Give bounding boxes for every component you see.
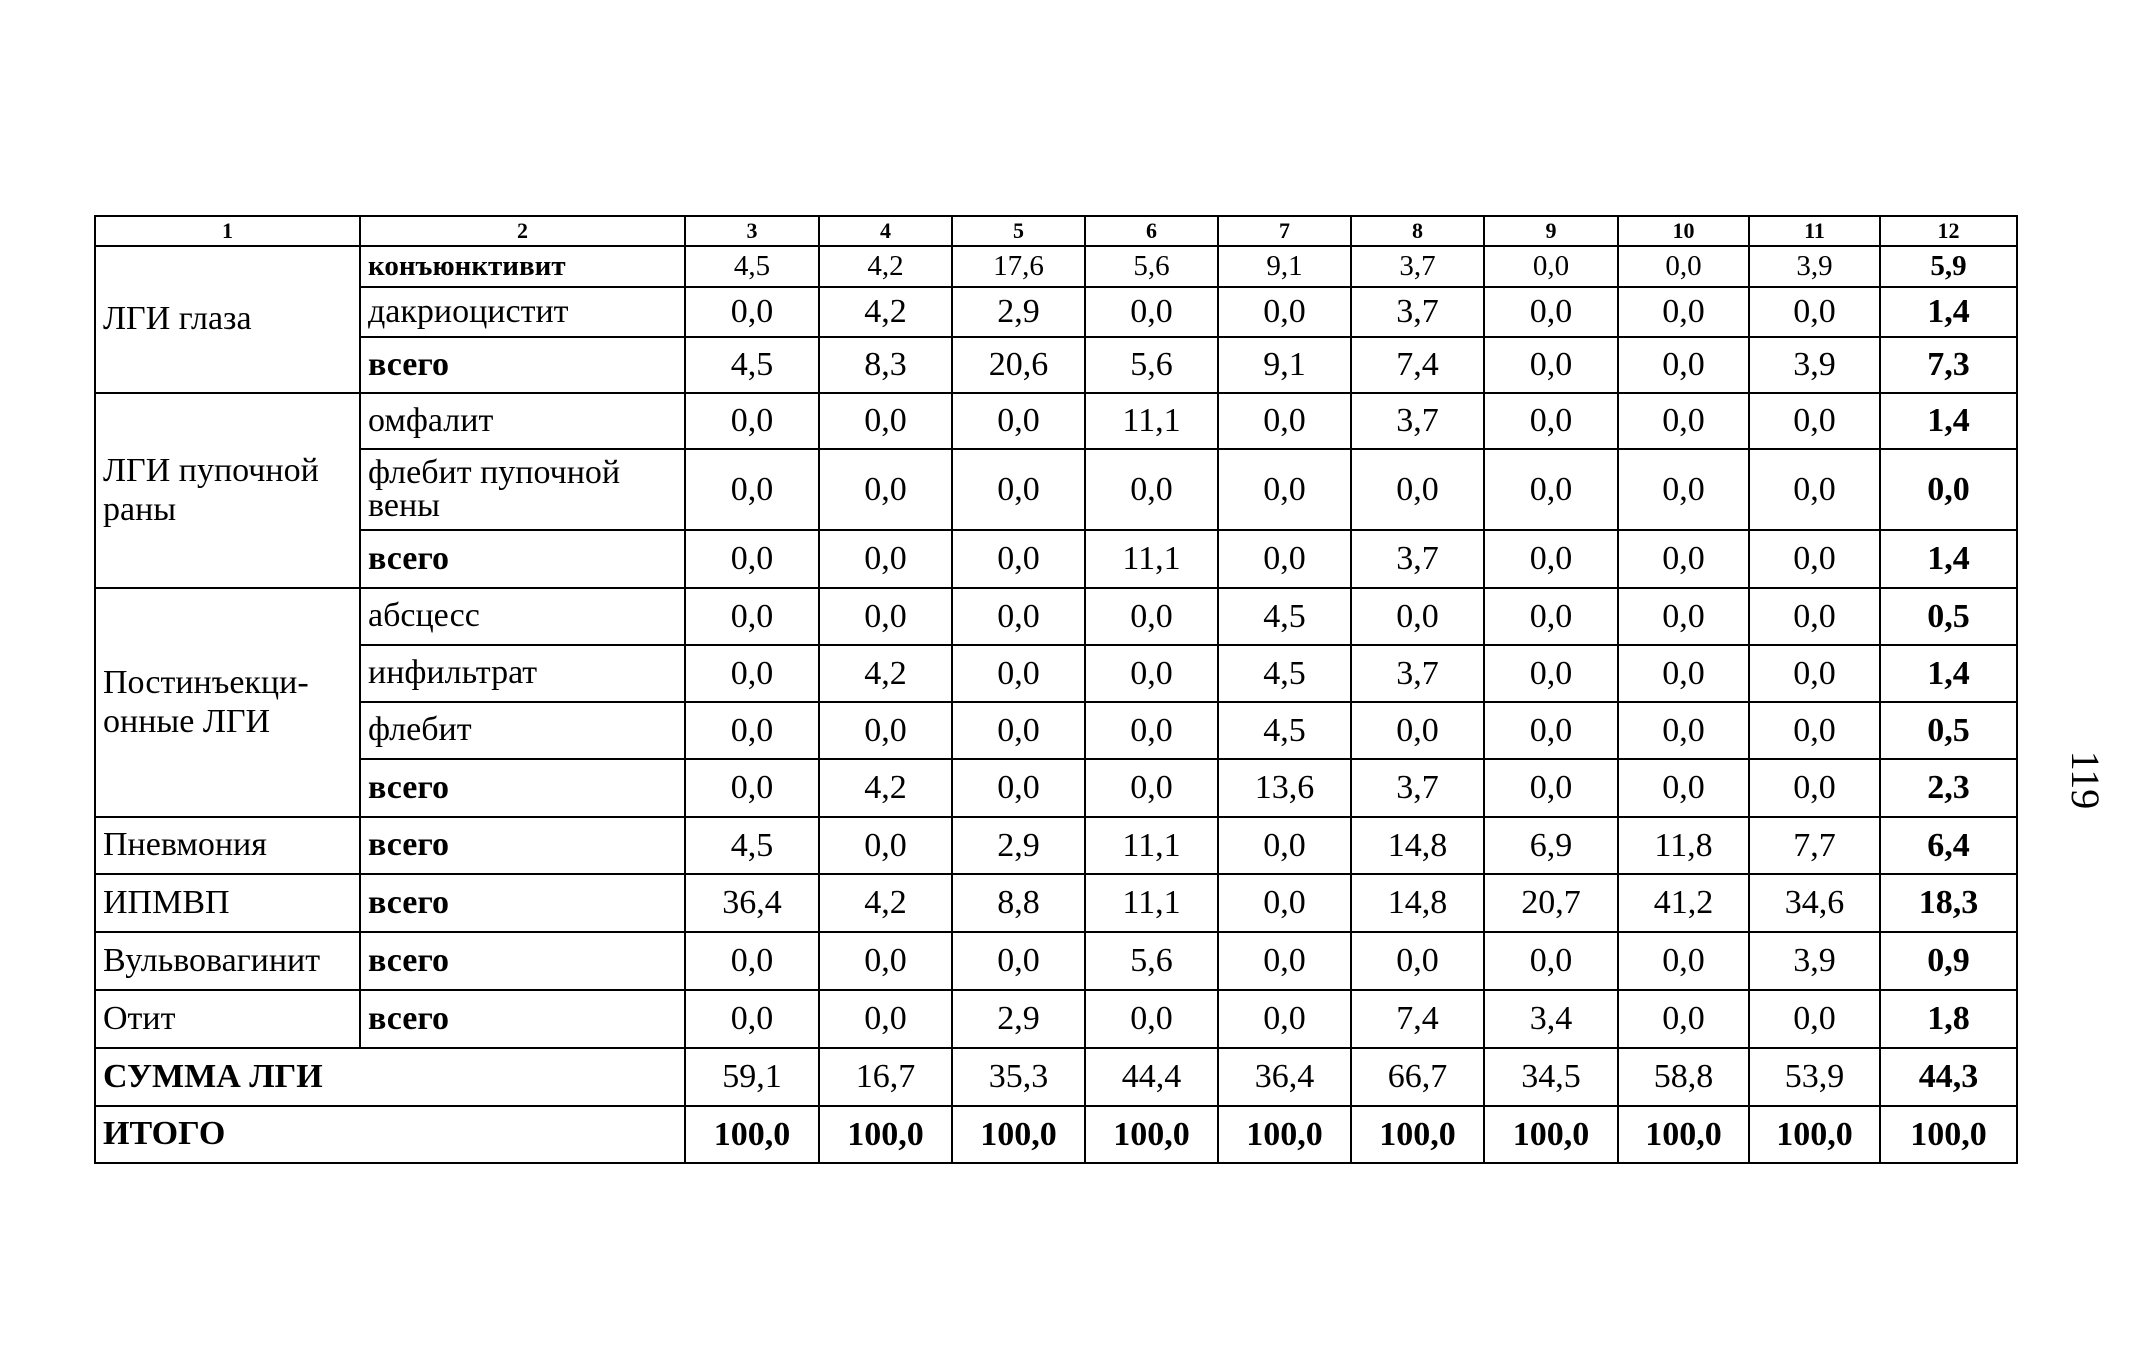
- category-cell: Пневмония: [95, 817, 360, 874]
- value-cell: 0,0: [1618, 393, 1749, 449]
- column-number: 12: [1880, 216, 2017, 246]
- value-cell: 53,9: [1749, 1048, 1880, 1106]
- value-cell: 0,0: [819, 932, 952, 990]
- table-row: [95, 588, 2017, 645]
- value-cell: 3,7: [1351, 287, 1484, 337]
- value-cell: 6,4: [1880, 817, 2017, 874]
- value-cell: 100,0: [952, 1106, 1085, 1163]
- value-cell: 18,3: [1880, 874, 2017, 932]
- value-cell: 0,0: [819, 702, 952, 759]
- value-cell: 11,8: [1618, 817, 1749, 874]
- value-cell: 0,0: [1218, 990, 1351, 1048]
- value-cell: 0,0: [952, 645, 1085, 702]
- value-cell: 4,5: [1218, 588, 1351, 645]
- subcategory-cell: всего: [360, 817, 685, 874]
- value-cell: 6,9: [1484, 817, 1618, 874]
- subcategory-cell: инфильтрат: [360, 645, 685, 702]
- value-cell: 0,0: [1749, 645, 1880, 702]
- value-cell: 14,8: [1351, 874, 1484, 932]
- value-cell: 3,4: [1484, 990, 1618, 1048]
- value-cell: 36,4: [685, 874, 819, 932]
- value-cell: 11,1: [1085, 874, 1218, 932]
- column-number: 9: [1484, 216, 1618, 246]
- subcategory-cell: флебит пупочной вены: [360, 449, 685, 530]
- value-cell: 0,0: [819, 817, 952, 874]
- value-cell: 7,7: [1749, 817, 1880, 874]
- value-cell: 0,0: [1618, 932, 1749, 990]
- total-label: ИТОГО: [95, 1106, 685, 1163]
- value-cell: 3,7: [1351, 530, 1484, 588]
- value-cell: 0,0: [1484, 393, 1618, 449]
- table-row: [95, 246, 2017, 287]
- value-cell: 0,0: [685, 932, 819, 990]
- value-cell: 5,6: [1085, 337, 1218, 393]
- column-number: 7: [1218, 216, 1351, 246]
- value-cell: 0,9: [1880, 932, 2017, 990]
- summary-label: СУММА ЛГИ: [95, 1048, 685, 1106]
- column-number: 1: [95, 216, 360, 246]
- table-row: [95, 645, 2017, 702]
- table-row: [95, 337, 2017, 393]
- table-row: [95, 449, 2017, 530]
- table-row: [95, 702, 2017, 759]
- value-cell: 4,5: [685, 246, 819, 287]
- value-cell: 7,4: [1351, 990, 1484, 1048]
- page-number: 119: [2063, 750, 2108, 810]
- value-cell: 0,0: [1618, 702, 1749, 759]
- value-cell: 0,0: [685, 449, 819, 530]
- value-cell: 0,0: [1749, 990, 1880, 1048]
- category-cell: ИПМВП: [95, 874, 360, 932]
- value-cell: 0,0: [1484, 449, 1618, 530]
- value-cell: 0,0: [1218, 874, 1351, 932]
- table-row: [95, 393, 2017, 449]
- value-cell: 4,2: [819, 246, 952, 287]
- value-cell: 0,0: [1749, 530, 1880, 588]
- category-cell: ЛГИ пупочной раны: [95, 393, 360, 588]
- value-cell: 100,0: [819, 1106, 952, 1163]
- value-cell: 0,0: [952, 393, 1085, 449]
- value-cell: 0,0: [1618, 645, 1749, 702]
- summary-row: [95, 1048, 2017, 1106]
- header-row: [95, 216, 2017, 246]
- value-cell: 3,9: [1749, 337, 1880, 393]
- value-cell: 3,7: [1351, 759, 1484, 817]
- value-cell: 0,0: [1484, 530, 1618, 588]
- value-cell: 0,0: [952, 530, 1085, 588]
- table-row: [95, 932, 2017, 990]
- column-number: 10: [1618, 216, 1749, 246]
- value-cell: 3,7: [1351, 393, 1484, 449]
- value-cell: 0,0: [1484, 588, 1618, 645]
- table-row: [95, 530, 2017, 588]
- value-cell: 0,0: [685, 287, 819, 337]
- column-number: 4: [819, 216, 952, 246]
- value-cell: 1,4: [1880, 287, 2017, 337]
- subcategory-cell: конъюнктивит: [360, 246, 685, 287]
- value-cell: 9,1: [1218, 337, 1351, 393]
- value-cell: 100,0: [1749, 1106, 1880, 1163]
- value-cell: 3,9: [1749, 932, 1880, 990]
- value-cell: 0,0: [1218, 393, 1351, 449]
- value-cell: 0,0: [952, 702, 1085, 759]
- value-cell: 2,3: [1880, 759, 2017, 817]
- value-cell: 0,0: [819, 530, 952, 588]
- subcategory-cell: всего: [360, 530, 685, 588]
- value-cell: 100,0: [1351, 1106, 1484, 1163]
- value-cell: 0,0: [1749, 393, 1880, 449]
- value-cell: 0,0: [819, 990, 952, 1048]
- value-cell: 0,5: [1880, 588, 2017, 645]
- value-cell: 5,6: [1085, 932, 1218, 990]
- column-number: 5: [952, 216, 1085, 246]
- value-cell: 0,0: [1618, 337, 1749, 393]
- value-cell: 0,0: [1218, 817, 1351, 874]
- value-cell: 0,0: [685, 645, 819, 702]
- value-cell: 11,1: [1085, 393, 1218, 449]
- value-cell: 0,0: [952, 932, 1085, 990]
- value-cell: 3,9: [1749, 246, 1880, 287]
- value-cell: 14,8: [1351, 817, 1484, 874]
- value-cell: 0,0: [1085, 759, 1218, 817]
- value-cell: 0,0: [1218, 530, 1351, 588]
- value-cell: 0,0: [1484, 932, 1618, 990]
- table-row: [95, 874, 2017, 932]
- value-cell: 0,0: [952, 449, 1085, 530]
- value-cell: 4,2: [819, 287, 952, 337]
- table-row: [95, 817, 2017, 874]
- value-cell: 0,5: [1880, 702, 2017, 759]
- value-cell: 100,0: [1618, 1106, 1749, 1163]
- column-number: 2: [360, 216, 685, 246]
- value-cell: 4,2: [819, 874, 952, 932]
- value-cell: 100,0: [685, 1106, 819, 1163]
- value-cell: 9,1: [1218, 246, 1351, 287]
- value-cell: 11,1: [1085, 817, 1218, 874]
- value-cell: 0,0: [685, 393, 819, 449]
- value-cell: 4,5: [1218, 645, 1351, 702]
- value-cell: 0,0: [685, 588, 819, 645]
- value-cell: 0,0: [1618, 759, 1749, 817]
- value-cell: 0,0: [1218, 932, 1351, 990]
- value-cell: 0,0: [1484, 337, 1618, 393]
- value-cell: 0,0: [1618, 246, 1749, 287]
- value-cell: 0,0: [1085, 449, 1218, 530]
- subcategory-cell: флебит: [360, 702, 685, 759]
- value-cell: 0,0: [1749, 588, 1880, 645]
- value-cell: 0,0: [1085, 645, 1218, 702]
- value-cell: 0,0: [1880, 449, 2017, 530]
- value-cell: 0,0: [685, 990, 819, 1048]
- subcategory-cell: абсцесс: [360, 588, 685, 645]
- value-cell: 0,0: [1085, 287, 1218, 337]
- subcategory-cell: всего: [360, 337, 685, 393]
- value-cell: 36,4: [1218, 1048, 1351, 1106]
- value-cell: 8,3: [819, 337, 952, 393]
- value-cell: 0,0: [819, 393, 952, 449]
- category-cell: Вульвовагинит: [95, 932, 360, 990]
- value-cell: 0,0: [1351, 588, 1484, 645]
- value-cell: 44,3: [1880, 1048, 2017, 1106]
- value-cell: 0,0: [1749, 449, 1880, 530]
- value-cell: 2,9: [952, 817, 1085, 874]
- subcategory-cell: всего: [360, 759, 685, 817]
- value-cell: 0,0: [1484, 287, 1618, 337]
- subcategory-cell: дакриоцистит: [360, 287, 685, 337]
- value-cell: 17,6: [952, 246, 1085, 287]
- value-cell: 2,9: [952, 287, 1085, 337]
- value-cell: 0,0: [685, 530, 819, 588]
- value-cell: 0,0: [1484, 246, 1618, 287]
- data-table: [94, 215, 2018, 1164]
- value-cell: 0,0: [952, 588, 1085, 645]
- column-number: 11: [1749, 216, 1880, 246]
- category-cell: ЛГИ глаза: [95, 246, 360, 393]
- value-cell: 1,8: [1880, 990, 2017, 1048]
- value-cell: 44,4: [1085, 1048, 1218, 1106]
- value-cell: 66,7: [1351, 1048, 1484, 1106]
- value-cell: 3,7: [1351, 246, 1484, 287]
- category-cell: Постинъекци-онные ЛГИ: [95, 588, 360, 817]
- value-cell: 0,0: [952, 759, 1085, 817]
- value-cell: 59,1: [685, 1048, 819, 1106]
- column-number: 6: [1085, 216, 1218, 246]
- value-cell: 2,9: [952, 990, 1085, 1048]
- value-cell: 0,0: [1618, 287, 1749, 337]
- value-cell: 0,0: [1618, 530, 1749, 588]
- value-cell: 5,6: [1085, 246, 1218, 287]
- value-cell: 0,0: [819, 588, 952, 645]
- value-cell: 4,5: [1218, 702, 1351, 759]
- subcategory-cell: всего: [360, 990, 685, 1048]
- value-cell: 4,2: [819, 759, 952, 817]
- value-cell: 0,0: [1484, 759, 1618, 817]
- subcategory-cell: всего: [360, 932, 685, 990]
- value-cell: 58,8: [1618, 1048, 1749, 1106]
- value-cell: 0,0: [1085, 702, 1218, 759]
- value-cell: 7,4: [1351, 337, 1484, 393]
- value-cell: 4,5: [685, 817, 819, 874]
- category-cell: Отит: [95, 990, 360, 1048]
- table-row: [95, 287, 2017, 337]
- value-cell: 0,0: [1218, 287, 1351, 337]
- value-cell: 16,7: [819, 1048, 952, 1106]
- table-row: [95, 759, 2017, 817]
- value-cell: 8,8: [952, 874, 1085, 932]
- table-row: [95, 990, 2017, 1048]
- value-cell: 100,0: [1880, 1106, 2017, 1163]
- value-cell: 4,5: [685, 337, 819, 393]
- value-cell: 0,0: [1618, 449, 1749, 530]
- value-cell: 0,0: [685, 702, 819, 759]
- value-cell: 20,6: [952, 337, 1085, 393]
- value-cell: 7,3: [1880, 337, 2017, 393]
- subcategory-cell: омфалит: [360, 393, 685, 449]
- value-cell: 20,7: [1484, 874, 1618, 932]
- value-cell: 13,6: [1218, 759, 1351, 817]
- value-cell: 3,7: [1351, 645, 1484, 702]
- value-cell: 11,1: [1085, 530, 1218, 588]
- value-cell: 0,0: [1484, 645, 1618, 702]
- value-cell: 0,0: [1749, 702, 1880, 759]
- subcategory-cell: всего: [360, 874, 685, 932]
- value-cell: 0,0: [1749, 287, 1880, 337]
- value-cell: 5,9: [1880, 246, 2017, 287]
- value-cell: 0,0: [1351, 702, 1484, 759]
- value-cell: 0,0: [685, 759, 819, 817]
- value-cell: 34,5: [1484, 1048, 1618, 1106]
- column-number: 8: [1351, 216, 1484, 246]
- value-cell: 0,0: [819, 449, 952, 530]
- column-number: 3: [685, 216, 819, 246]
- value-cell: 0,0: [1618, 990, 1749, 1048]
- value-cell: 100,0: [1484, 1106, 1618, 1163]
- value-cell: 0,0: [1351, 932, 1484, 990]
- value-cell: 0,0: [1085, 588, 1218, 645]
- value-cell: 0,0: [1351, 449, 1484, 530]
- value-cell: 1,4: [1880, 393, 2017, 449]
- value-cell: 1,4: [1880, 530, 2017, 588]
- value-cell: 0,0: [1749, 759, 1880, 817]
- value-cell: 0,0: [1085, 990, 1218, 1048]
- value-cell: 0,0: [1218, 449, 1351, 530]
- value-cell: 34,6: [1749, 874, 1880, 932]
- value-cell: 41,2: [1618, 874, 1749, 932]
- value-cell: 4,2: [819, 645, 952, 702]
- value-cell: 1,4: [1880, 645, 2017, 702]
- value-cell: 0,0: [1618, 588, 1749, 645]
- value-cell: 35,3: [952, 1048, 1085, 1106]
- value-cell: 100,0: [1218, 1106, 1351, 1163]
- value-cell: 0,0: [1484, 702, 1618, 759]
- total-row: [95, 1106, 2017, 1163]
- value-cell: 100,0: [1085, 1106, 1218, 1163]
